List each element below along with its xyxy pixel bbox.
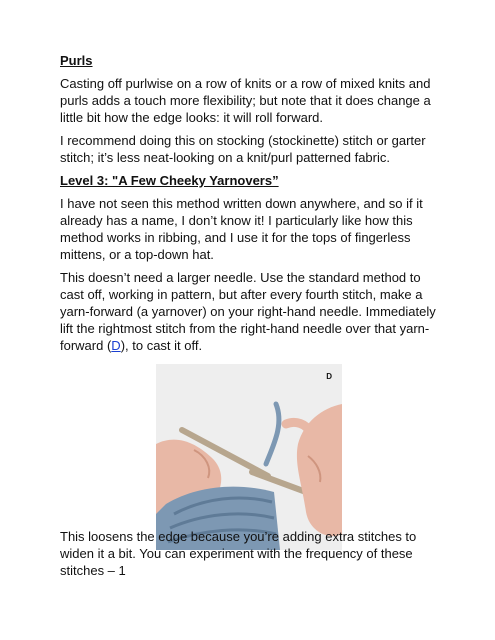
paragraph [60,269,444,354]
document-footer-text [60,528,444,585]
paragraph: This loosens the edge because you’re adding extra stitches to widen it a bit. You can experiment with the frequency of these stitches – 1 [60,529,417,578]
document-page [60,52,444,550]
knitting-photo [156,364,342,550]
paragraph: I have not seen this method written down anywhere, and so if it already has a name, I don’t know it! I particularly like how this method works in ribbing, and I use it for the tops of fingerless mittens, or a top-down hat. [60,196,423,262]
paragraph: Casting off purlwise on a row of knits or a row of mixed knits and purls adds a touch more flexibility; but note that it does change a little bit how the edge looks: it will roll forward. [60,76,431,125]
paragraph: I recommend doing this on stocking (stockinette) stitch or garter stitch; it’s less neat-looking on a knit/purl patterned fabric. [60,133,426,165]
paragraph-text: This doesn’t need a larger needle. Use the standard method to cast off, working in pattern, but after every fourth stitch, make a yarn-forward (a yarnover) on your right-hand needle. Immediately lift the rightmost stitch from the right-hand needle over that yarn-forward ( [60,270,436,353]
section-heading-level3: Level 3: "A Few Cheeky Yarnovers” [60,173,279,188]
figure-link-d[interactable]: D [111,338,121,353]
knitting-illustration [156,364,342,550]
section-heading-purls: Purls [60,53,93,68]
figure-label: D [326,372,332,381]
paragraph-text: ), to cast it off. [120,338,203,353]
